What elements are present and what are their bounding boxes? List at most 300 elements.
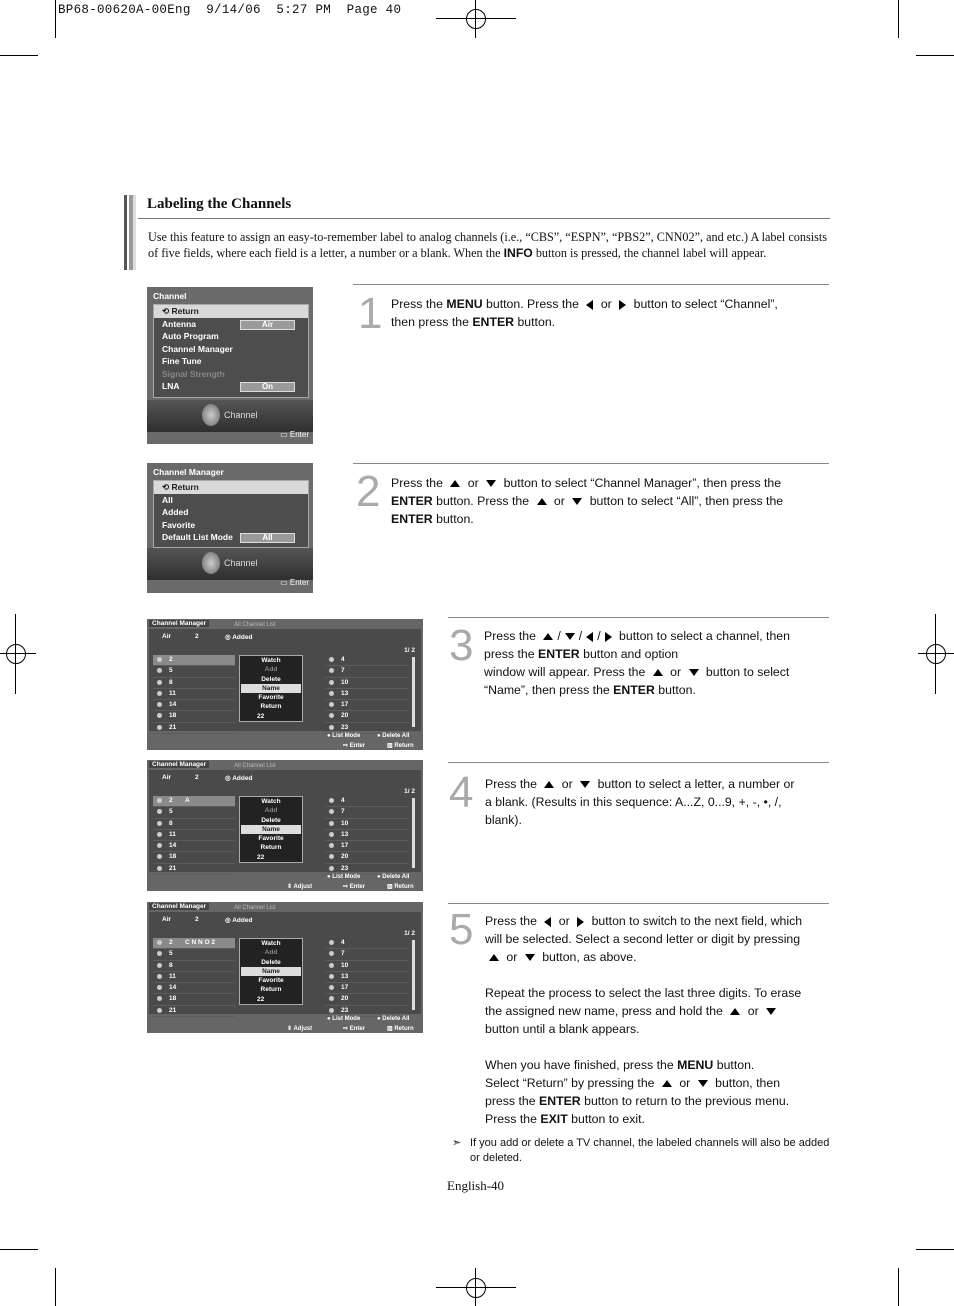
crop-mark	[898, 0, 899, 38]
check-icon	[329, 951, 334, 956]
registration-mark	[935, 614, 936, 694]
channel-list-screenshot	[147, 902, 423, 1033]
option-popup	[239, 938, 303, 1005]
up-arrow-icon	[544, 781, 554, 788]
popup-option[interactable]: Name	[241, 967, 301, 976]
step-line: Press the / / / button to select a channel, then	[484, 629, 790, 643]
step-rule	[353, 463, 829, 464]
channel-number: 17	[341, 701, 349, 709]
popup-option[interactable]: Return	[260, 703, 282, 711]
check-icon	[157, 951, 162, 956]
channel-row[interactable]	[153, 961, 235, 972]
adjust-label: ⇕ Adjust	[287, 1026, 313, 1032]
option-popup	[239, 655, 303, 722]
channel-number: 7	[341, 808, 345, 816]
menu-item[interactable]	[154, 355, 308, 368]
channel-row[interactable]	[153, 666, 235, 677]
disc-icon	[202, 404, 220, 426]
check-icon	[157, 974, 162, 979]
check-icon	[329, 854, 334, 859]
added-label: ◎ Added	[225, 775, 253, 782]
menu-panel	[153, 480, 309, 548]
down-arrow-icon	[565, 633, 575, 640]
step-line: Press the EXIT button to exit.	[485, 1112, 645, 1126]
check-icon	[329, 691, 334, 696]
down-arrow-icon	[572, 498, 582, 505]
menu-item[interactable]	[154, 494, 308, 507]
down-arrow-icon	[689, 669, 699, 676]
channel-row[interactable]	[153, 711, 235, 722]
menu-item-label: Favorite	[162, 519, 196, 530]
check-icon	[157, 668, 162, 673]
popup-option[interactable]: Delete	[261, 958, 281, 966]
channel-row[interactable]	[153, 994, 235, 1005]
step-line: Press the or button to select “Channel Manager”, then press the	[391, 476, 782, 490]
down-arrow-icon	[525, 954, 535, 961]
menu-item-value: On	[240, 382, 295, 392]
menu-item-label: ⟲ Return	[162, 306, 199, 316]
crop-mark	[55, 1268, 56, 1306]
channel-number: 23	[341, 1006, 349, 1014]
return-label: ▥ Return	[387, 884, 414, 890]
check-icon	[157, 821, 162, 826]
check-icon	[157, 798, 162, 803]
menu-item-label: Signal Strength	[162, 368, 225, 379]
channel-row[interactable]	[153, 938, 235, 949]
channel-number: 8	[169, 961, 173, 969]
delete-all-label: ● Delete All	[377, 1016, 410, 1022]
check-icon	[329, 657, 334, 662]
intro-bold-info: INFO	[503, 245, 533, 260]
delete-all-label: ● Delete All	[377, 733, 410, 739]
step-line: When you have finished, press the MENU button.	[485, 1058, 755, 1072]
scrollbar	[412, 657, 415, 727]
check-icon	[329, 843, 334, 848]
channel-row[interactable]	[325, 852, 409, 863]
check-icon	[329, 798, 334, 803]
popup-option[interactable]: Return	[260, 986, 282, 994]
up-arrow-icon	[662, 1080, 672, 1087]
step-rule	[353, 284, 829, 285]
registration-mark	[6, 644, 26, 664]
channel-row[interactable]	[325, 972, 409, 983]
channel-number: 21	[169, 864, 177, 872]
check-icon	[329, 963, 334, 968]
channel-manager-menu-screenshot	[147, 463, 313, 593]
popup-extra-row: 22	[257, 995, 265, 1003]
step-line: button until a blank appears.	[485, 1022, 640, 1036]
menu-title: Channel	[153, 291, 187, 301]
registration-mark	[475, 1268, 476, 1306]
channel-row[interactable]	[325, 678, 409, 689]
channel-row[interactable]	[325, 819, 409, 830]
footer-label: Channel	[224, 410, 258, 420]
menu-item[interactable]	[154, 380, 308, 393]
channel-label-text: A	[185, 797, 190, 804]
check-icon	[157, 713, 162, 718]
check-icon	[157, 725, 162, 730]
channel-number: 2	[169, 939, 173, 946]
check-icon	[329, 725, 334, 730]
channel-row[interactable]	[325, 666, 409, 677]
channel-number: 14	[169, 842, 177, 850]
check-icon	[329, 713, 334, 718]
adjust-label: ⇕ Adjust	[287, 884, 313, 890]
enter-hint: ▭ Enter	[280, 578, 309, 587]
up-arrow-icon	[537, 498, 547, 505]
channel-number: 4	[341, 939, 345, 946]
channel-row[interactable]	[325, 711, 409, 722]
step-number: 3	[449, 621, 474, 670]
channel-number: 4	[341, 656, 345, 663]
button-name: MENU	[677, 1058, 714, 1072]
list-mode-label: ● List Mode	[327, 874, 361, 880]
channel-number: 23	[341, 723, 349, 731]
check-icon	[157, 843, 162, 848]
channel-row[interactable]	[153, 689, 235, 700]
channel-number: 2	[195, 633, 199, 640]
button-name: ENTER	[472, 315, 515, 329]
registration-mark	[466, 9, 486, 29]
popup-extra-row: 22	[257, 712, 265, 720]
option-popup	[239, 796, 303, 863]
registration-mark	[0, 653, 36, 654]
menu-item-label: All	[162, 494, 173, 505]
check-icon	[157, 1008, 162, 1013]
popup-option[interactable]: Return	[260, 844, 282, 852]
registration-mark	[436, 1287, 516, 1288]
step-number: 1	[358, 289, 383, 338]
popup-extra-row: 22	[257, 853, 265, 861]
source-label: Air	[162, 774, 172, 781]
scrollbar	[412, 798, 415, 868]
check-icon	[329, 985, 334, 990]
check-icon	[157, 985, 162, 990]
menu-item[interactable]	[154, 481, 308, 494]
channel-row[interactable]	[153, 796, 235, 807]
button-name: ENTER	[538, 647, 580, 661]
button-name: ENTER	[391, 512, 433, 526]
check-icon	[157, 702, 162, 707]
channel-row[interactable]	[325, 949, 409, 960]
channel-row[interactable]	[325, 807, 409, 818]
popup-option[interactable]: Delete	[261, 675, 281, 683]
step-line: Press the or button to select a letter, a number or	[485, 777, 795, 791]
left-channel-column	[153, 655, 235, 734]
channel-list-screenshot	[147, 619, 423, 750]
menu-item-label: Fine Tune	[162, 356, 202, 366]
check-icon	[157, 680, 162, 685]
added-label: ◎ Added	[225, 917, 253, 924]
popup-option[interactable]: Add	[264, 949, 278, 957]
step-text	[391, 295, 831, 331]
popup-option[interactable]: Watch	[261, 657, 281, 664]
up-arrow-icon	[489, 954, 499, 961]
menu-panel	[153, 304, 309, 398]
channel-row[interactable]	[325, 689, 409, 700]
up-arrow-icon	[450, 480, 460, 487]
step-line: press the ENTER button and option	[484, 647, 679, 661]
left-channel-column	[153, 938, 235, 1017]
menu-item-value: All	[240, 533, 295, 543]
menu-item-value: Air	[240, 320, 295, 330]
right-arrow-icon	[619, 300, 626, 310]
up-arrow-icon	[543, 633, 553, 640]
channel-number: 10	[341, 961, 349, 969]
source-label: Air	[162, 633, 172, 640]
left-arrow-icon	[586, 300, 593, 310]
channel-row[interactable]	[153, 807, 235, 818]
list-mode-label: ● List Mode	[327, 1016, 361, 1022]
crop-mark	[916, 55, 954, 56]
channel-number: 8	[169, 819, 173, 827]
check-icon	[157, 854, 162, 859]
channel-number: 2	[195, 774, 199, 781]
channel-row[interactable]	[325, 841, 409, 852]
check-icon	[157, 809, 162, 814]
up-arrow-icon	[730, 1008, 740, 1015]
channel-number: 2	[169, 656, 173, 663]
channel-row[interactable]	[325, 655, 409, 666]
button-name: ENTER	[391, 494, 433, 508]
popup-option[interactable]: Watch	[261, 940, 281, 947]
menu-item-label: Antenna	[162, 318, 196, 329]
up-arrow-icon	[653, 669, 663, 676]
channel-number: 20	[341, 853, 349, 861]
channel-list-screenshot	[147, 760, 423, 891]
channel-row[interactable]	[153, 655, 235, 666]
crop-mark	[916, 1249, 954, 1250]
channel-number: 18	[169, 712, 177, 720]
screen-footer	[149, 733, 421, 749]
check-icon	[157, 866, 162, 871]
step-rule	[448, 617, 829, 618]
down-arrow-icon	[486, 480, 496, 487]
return-label: ▥ Return	[387, 1026, 414, 1032]
button-name: EXIT	[540, 1112, 568, 1126]
enter-label: ⇨ Enter	[343, 884, 366, 890]
screen-body	[149, 770, 421, 872]
channel-row[interactable]	[325, 983, 409, 994]
screen-footer	[149, 1016, 421, 1032]
channel-number: 10	[341, 678, 349, 686]
menu-item[interactable]	[154, 368, 308, 381]
title-rule	[138, 218, 830, 219]
check-icon	[329, 940, 334, 945]
step-text	[485, 775, 830, 829]
step-rule	[448, 762, 829, 763]
channel-number: 21	[169, 723, 177, 731]
popup-option[interactable]: Add	[264, 807, 278, 815]
added-label: ◎ Added	[225, 634, 253, 641]
channel-row[interactable]	[153, 678, 235, 689]
menu-item-label: Default List Mode	[162, 532, 233, 542]
right-channel-column	[325, 938, 409, 1017]
step-line: Press the or button to switch to the next field, which	[485, 914, 803, 928]
channel-row[interactable]	[325, 830, 409, 841]
channel-row[interactable]	[325, 796, 409, 807]
channel-row[interactable]	[153, 700, 235, 711]
check-icon	[157, 940, 162, 945]
step-text	[391, 474, 831, 528]
left-arrow-icon	[586, 632, 593, 642]
channel-menu-screenshot	[147, 287, 313, 444]
check-icon	[329, 668, 334, 673]
channel-number: 13	[341, 689, 349, 697]
step-text	[484, 627, 829, 699]
check-icon	[329, 821, 334, 826]
channel-number: 2	[169, 797, 173, 804]
channel-number: 7	[341, 667, 345, 675]
step-line: or button, as above.	[485, 948, 830, 966]
screen-title: Channel Manager	[149, 620, 209, 627]
menu-item[interactable]	[154, 531, 308, 544]
registration-mark	[466, 1278, 486, 1298]
popup-option[interactable]: Favorite	[258, 977, 284, 985]
channel-number: 11	[169, 972, 176, 980]
note-arrow-icon: ➣	[452, 1137, 462, 1149]
screen-footer	[149, 874, 421, 890]
button-name: MENU	[446, 297, 483, 311]
channel-row[interactable]	[153, 983, 235, 994]
check-icon	[329, 832, 334, 837]
popup-option[interactable]: Watch	[261, 798, 281, 805]
step-line: ENTER button. Press the or button to select “All”, then press the	[391, 494, 784, 508]
page-indicator: 1/ 2	[404, 788, 415, 795]
page-indicator: 1/ 2	[404, 647, 415, 654]
channel-row[interactable]	[153, 841, 235, 852]
step-number: 5	[449, 905, 474, 954]
channel-number: 11	[169, 830, 176, 838]
channel-number: 13	[341, 972, 349, 980]
button-name: ENTER	[539, 1094, 581, 1108]
channel-number: 7	[341, 950, 345, 958]
menu-item[interactable]	[154, 343, 308, 356]
channel-row[interactable]	[153, 972, 235, 983]
step-line: Repeat the process to select the last three digits. To erase	[485, 986, 802, 1000]
step-number: 2	[356, 467, 381, 516]
popup-option[interactable]: Add	[264, 666, 278, 674]
channel-row[interactable]	[153, 852, 235, 863]
screen-subtitle: All Channel List	[234, 905, 276, 911]
step-line: press the ENTER button to return to the previous menu.	[485, 1094, 790, 1108]
menu-item[interactable]	[154, 519, 308, 532]
intro-text: Use this feature to assign an easy-to-remember label to analog channels (i.e., “CBS”, “ESPN”, “PBS2”, CNN02”, and etc.) A label consists of five fields, where each field is a letter, a number or a blank. When the	[148, 230, 827, 260]
menu-item-label: Channel Manager	[162, 343, 233, 354]
menu-item-label: Added	[162, 507, 189, 517]
step-line: a blank. (Results in this sequence: A...Z, 0...9, +, -, •, /,	[485, 795, 782, 809]
crop-mark	[0, 1249, 38, 1250]
check-icon	[157, 657, 162, 662]
registration-mark	[15, 614, 16, 694]
popup-option[interactable]: Favorite	[258, 694, 284, 702]
left-arrow-icon	[544, 917, 551, 927]
step-line: Press the MENU button. Press the or button to select “Channel”,	[391, 297, 778, 311]
step-line: Select “Return” by pressing the or button, then	[485, 1076, 781, 1090]
channel-label-text: C N N O 2	[185, 939, 215, 946]
channel-number: 17	[341, 984, 349, 992]
step-line: “Name”, then press the ENTER button.	[484, 683, 696, 697]
check-icon	[157, 832, 162, 837]
channel-row[interactable]	[325, 700, 409, 711]
channel-number: 5	[169, 950, 173, 958]
check-icon	[157, 996, 162, 1001]
channel-number: 5	[169, 808, 173, 816]
step-line: then press the ENTER button.	[391, 315, 556, 329]
screen-body	[149, 629, 421, 731]
note	[452, 1136, 834, 1166]
step-line: will be selected. Select a second letter or digit by pressing	[485, 932, 801, 946]
popup-option[interactable]: Name	[241, 684, 301, 693]
page-footer: English-40	[447, 1178, 505, 1193]
check-icon	[329, 702, 334, 707]
step-text	[485, 912, 830, 1128]
crop-mark	[0, 55, 38, 56]
channel-number: 10	[341, 819, 349, 827]
channel-number: 23	[341, 864, 349, 872]
enter-label: ⇨ Enter	[343, 743, 366, 749]
check-icon	[157, 963, 162, 968]
scrollbar	[412, 940, 415, 1010]
channel-row[interactable]	[153, 949, 235, 960]
menu-item[interactable]	[154, 318, 308, 331]
channel-number: 17	[341, 842, 349, 850]
popup-option[interactable]: Delete	[261, 816, 281, 824]
screen-body	[149, 912, 421, 1014]
popup-option[interactable]: Name	[241, 825, 301, 834]
intro-paragraph	[148, 230, 836, 261]
registration-mark	[475, 0, 476, 38]
down-arrow-icon	[580, 781, 590, 788]
popup-option[interactable]: Favorite	[258, 835, 284, 843]
channel-number: 4	[341, 797, 345, 804]
channel-number: 18	[169, 995, 177, 1003]
channel-row[interactable]	[325, 938, 409, 949]
step-line: window will appear. Press the or button to select	[484, 665, 790, 679]
section-title: Labeling the Channels	[147, 196, 292, 212]
channel-number: 20	[341, 995, 349, 1003]
channel-row[interactable]	[325, 994, 409, 1005]
check-icon	[329, 996, 334, 1001]
channel-row[interactable]	[325, 961, 409, 972]
note-text: If you add or delete a TV channel, the labeled channels will also be added or deleted.	[470, 1137, 830, 1164]
menu-item[interactable]	[154, 330, 308, 343]
channel-number: 20	[341, 712, 349, 720]
enter-label: ⇨ Enter	[343, 1026, 366, 1032]
channel-number: 11	[169, 689, 176, 697]
channel-number: 13	[341, 830, 349, 838]
channel-row[interactable]	[153, 819, 235, 830]
down-arrow-icon	[766, 1008, 776, 1015]
intro-text-end: button is pressed, the channel label will appear.	[532, 245, 767, 260]
step-line: the assigned new name, press and hold the or	[485, 1002, 830, 1020]
screen-title: Channel Manager	[149, 761, 209, 768]
section-title-bar	[124, 195, 136, 270]
check-icon	[329, 1008, 334, 1013]
menu-item[interactable]	[154, 305, 308, 318]
menu-item-label: ⟲ Return	[162, 482, 199, 492]
check-icon	[157, 691, 162, 696]
channel-row[interactable]	[153, 830, 235, 841]
menu-item-label: LNA	[162, 381, 180, 391]
channel-number: 21	[169, 1006, 177, 1014]
crop-mark	[55, 0, 56, 38]
menu-item[interactable]	[154, 506, 308, 519]
channel-number: 14	[169, 984, 177, 992]
registration-mark	[926, 644, 946, 664]
enter-hint: ▭ Enter	[280, 430, 309, 439]
registration-mark	[918, 653, 954, 654]
